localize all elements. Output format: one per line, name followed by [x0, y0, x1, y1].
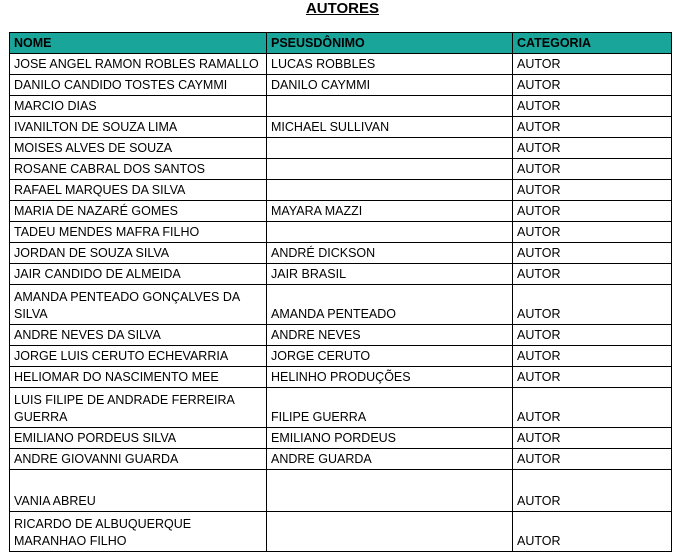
cell-categoria: AUTOR [513, 449, 672, 470]
cell-nome: JAIR CANDIDO DE ALMEIDA [10, 264, 267, 285]
cell-pseudonimo: ANDRE NEVES [267, 325, 513, 346]
table-row [10, 264, 672, 285]
cell-pseudonimo: JAIR BRASIL [267, 264, 513, 285]
cell-pseudonimo [267, 180, 513, 201]
cell-nome: ROSANE CABRAL DOS SANTOS [10, 159, 267, 180]
cell-nome: ANDRE NEVES DA SILVA [10, 325, 267, 346]
cell-categoria: AUTOR [513, 428, 672, 449]
table-row [10, 75, 672, 96]
cell-categoria: AUTOR [513, 180, 672, 201]
cell-pseudonimo: EMILIANO PORDEUS [267, 428, 513, 449]
table-row [10, 470, 672, 512]
cell-nome: HELIOMAR DO NASCIMENTO MEE [10, 367, 267, 388]
table-row [10, 201, 672, 222]
cell-nome: TADEU MENDES MAFRA FILHO [10, 222, 267, 243]
cell-categoria: AUTOR [513, 54, 672, 75]
cell-pseudonimo: HELINHO PRODUÇÕES [267, 367, 513, 388]
cell-nome: AMANDA PENTEADO GONÇALVES DA SILVA [10, 285, 267, 325]
cell-nome: MARCIO DIAS [10, 96, 267, 117]
cell-pseudonimo [267, 138, 513, 159]
cell-pseudonimo [267, 222, 513, 243]
authors-table [9, 32, 672, 552]
cell-pseudonimo: JORGE CERUTO [267, 346, 513, 367]
cell-categoria: AUTOR [513, 346, 672, 367]
cell-nome: RAFAEL MARQUES DA SILVA [10, 180, 267, 201]
table-row [10, 367, 672, 388]
table-row [10, 388, 672, 428]
cell-categoria: AUTOR [513, 243, 672, 264]
cell-pseudonimo: AMANDA PENTEADO [267, 285, 513, 325]
table-row [10, 159, 672, 180]
cell-pseudonimo [267, 512, 513, 552]
cell-nome: ANDRE GIOVANNI GUARDA [10, 449, 267, 470]
cell-categoria: AUTOR [513, 117, 672, 138]
table-row [10, 346, 672, 367]
cell-categoria: AUTOR [513, 264, 672, 285]
cell-nome: LUIS FILIPE DE ANDRADE FERREIRA GUERRA [10, 388, 267, 428]
cell-pseudonimo: ANDRÉ DICKSON [267, 243, 513, 264]
cell-pseudonimo: DANILO CAYMMI [267, 75, 513, 96]
cell-pseudonimo [267, 159, 513, 180]
cell-nome: DANILO CANDIDO TOSTES CAYMMI [10, 75, 267, 96]
cell-categoria: AUTOR [513, 138, 672, 159]
cell-pseudonimo: FILIPE GUERRA [267, 388, 513, 428]
table-row [10, 180, 672, 201]
cell-categoria: AUTOR [513, 222, 672, 243]
table-row [10, 96, 672, 117]
cell-pseudonimo: LUCAS ROBBLES [267, 54, 513, 75]
cell-categoria: AUTOR [513, 470, 672, 512]
cell-pseudonimo [267, 470, 513, 512]
table-row [10, 512, 672, 552]
cell-categoria: AUTOR [513, 96, 672, 117]
cell-categoria: AUTOR [513, 159, 672, 180]
table-row [10, 243, 672, 264]
cell-categoria: AUTOR [513, 75, 672, 96]
table-row [10, 449, 672, 470]
table-row [10, 428, 672, 449]
cell-nome: RICARDO DE ALBUQUERQUE MARANHAO FILHO [10, 512, 267, 552]
cell-pseudonimo: MICHAEL SULLIVAN [267, 117, 513, 138]
cell-pseudonimo [267, 96, 513, 117]
cell-pseudonimo: MAYARA MAZZI [267, 201, 513, 222]
cell-nome: IVANILTON DE SOUZA LIMA [10, 117, 267, 138]
table-row [10, 54, 672, 75]
cell-nome: MARIA DE NAZARÉ GOMES [10, 201, 267, 222]
cell-categoria: AUTOR [513, 367, 672, 388]
table-row [10, 285, 672, 325]
cell-nome: MOISES ALVES DE SOUZA [10, 138, 267, 159]
cell-pseudonimo: ANDRE GUARDA [267, 449, 513, 470]
header-categoria: CATEGORIA [513, 33, 672, 54]
page-title: AUTORES [305, 0, 380, 17]
table-row [10, 117, 672, 138]
cell-nome: JORGE LUIS CERUTO ECHEVARRIA [10, 346, 267, 367]
table-row [10, 325, 672, 346]
table-header-row [10, 33, 672, 54]
cell-categoria: AUTOR [513, 388, 672, 428]
table-row [10, 138, 672, 159]
cell-nome: EMILIANO PORDEUS SILVA [10, 428, 267, 449]
cell-categoria: AUTOR [513, 285, 672, 325]
cell-categoria: AUTOR [513, 325, 672, 346]
cell-nome: JOSE ANGEL RAMON ROBLES RAMALLO [10, 54, 267, 75]
cell-categoria: AUTOR [513, 512, 672, 552]
table-row [10, 222, 672, 243]
cell-nome: JORDAN DE SOUZA SILVA [10, 243, 267, 264]
header-nome: NOME [10, 33, 267, 54]
cell-categoria: AUTOR [513, 201, 672, 222]
cell-nome: VANIA ABREU [10, 470, 267, 512]
header-pseudonimo: PSEUSDÔNIMO [267, 33, 513, 54]
